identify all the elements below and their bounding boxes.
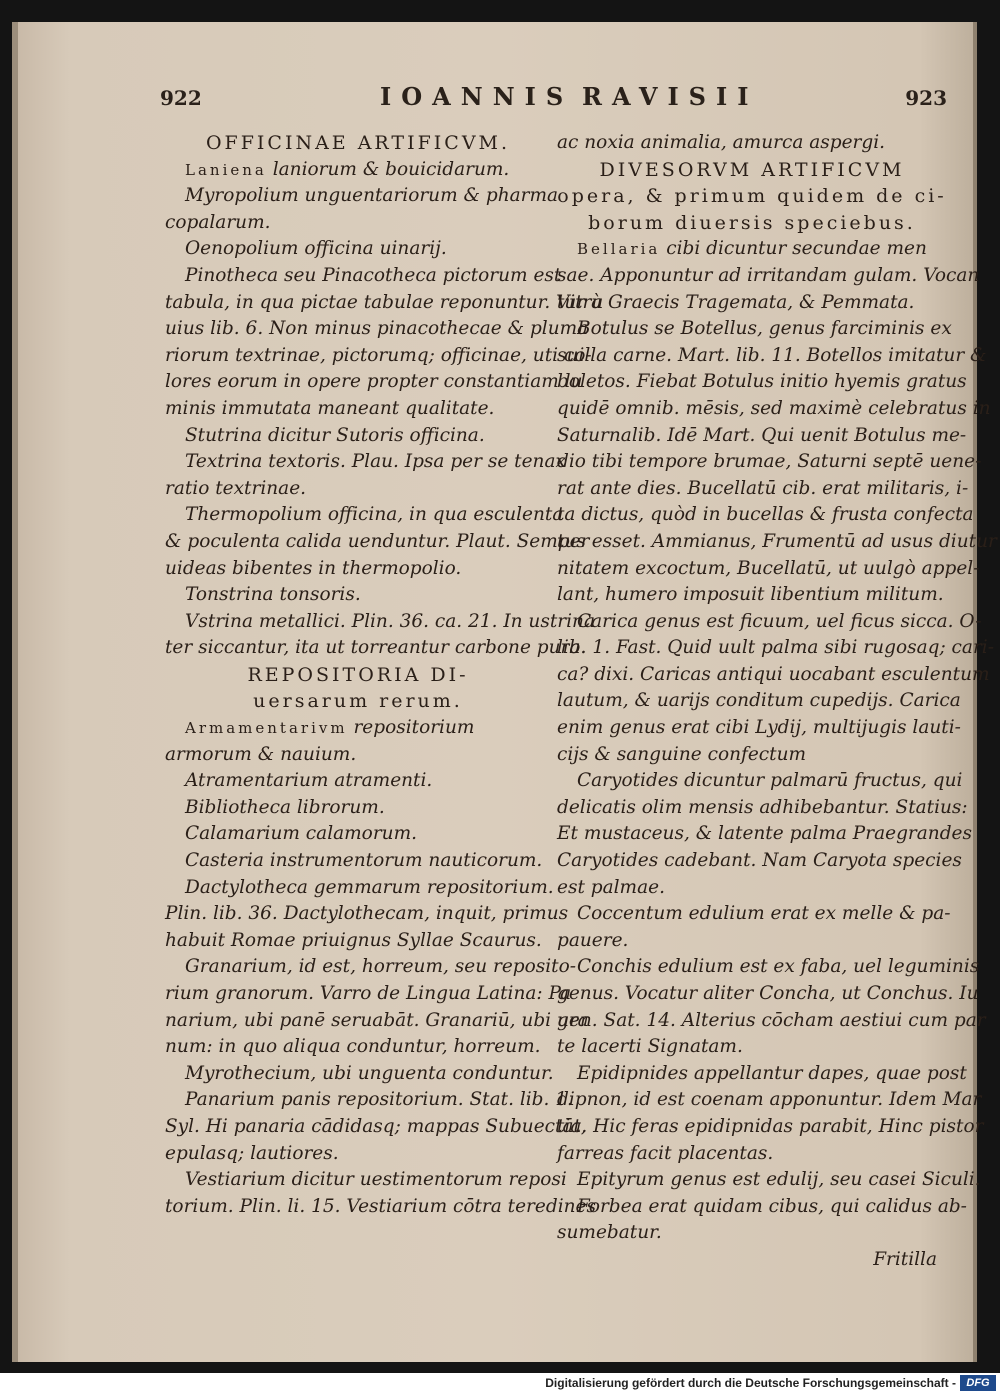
line-text: te lacerti Signatam. xyxy=(557,1036,743,1058)
text-line xyxy=(557,290,947,317)
text-line xyxy=(557,210,947,237)
text-line xyxy=(557,316,952,343)
line-text: Casteria instrumentorum nauticorum. xyxy=(185,850,543,872)
line-text: repositorium xyxy=(347,717,475,739)
text-line xyxy=(165,210,551,237)
line-text: Thermopolium officina, in qua esculenta xyxy=(185,504,564,526)
text-line xyxy=(165,1114,587,1141)
text-line xyxy=(165,795,551,822)
text-line xyxy=(165,263,562,290)
line-text: Plin. lib. 36. Dactylothecam, inquit, primus xyxy=(165,903,569,925)
text-line xyxy=(165,236,551,263)
text-line xyxy=(557,1167,981,1194)
line-text: lores eorum in opere propter constantiam lu xyxy=(165,371,583,393)
text-line xyxy=(165,582,551,609)
page-number-right: 923 xyxy=(905,86,947,110)
line-text: Dactylotheca gemmarum repositorium. xyxy=(185,876,554,898)
text-line xyxy=(165,821,551,848)
line-text: Epidipnides appellantur dapes, quae post xyxy=(577,1062,967,1084)
page-edge-right xyxy=(973,22,977,1362)
line-text: opera, & primum quidem de ci- xyxy=(557,185,947,208)
line-text: minis immutata maneant qualitate. xyxy=(165,397,495,419)
line-text: Myrothecium, ubi unguenta conduntur. xyxy=(185,1062,554,1084)
line-text: tia. Hic feras epidipnidas parabit, Hinc pistor xyxy=(557,1115,984,1137)
text-line xyxy=(165,901,569,928)
text-line xyxy=(165,529,590,556)
line-text: laniorum & bouicidarum. xyxy=(266,158,510,180)
line-text: dipnon, id est coenam apponuntur. Idem Mar xyxy=(557,1089,982,1111)
line-text: Tonstrina tonsoris. xyxy=(185,584,361,606)
line-text: tabula, in qua pictae tabulae reponuntur. Vitru xyxy=(165,291,604,313)
line-text: pauere. xyxy=(557,929,629,951)
line-text: Stutrina dicitur Sutoris officina. xyxy=(185,424,485,446)
text-line xyxy=(557,236,947,263)
text-line xyxy=(557,502,974,529)
line-text: narium, ubi panē seruabāt. Granariū, ubi gra xyxy=(165,1009,589,1031)
text-line xyxy=(165,742,551,769)
text-line xyxy=(557,901,951,928)
text-line xyxy=(165,556,551,583)
line-text: Syl. Hi panaria cādidasq; mappas Subuectāt, xyxy=(165,1115,587,1137)
line-text: tur à Graecis Tragemata, & Pemmata. xyxy=(557,291,915,313)
text-line xyxy=(165,343,592,370)
text-line xyxy=(557,449,982,476)
text-line xyxy=(557,821,972,848)
line-text: Epityrum genus est edulij, seu casei Siculi. xyxy=(577,1169,981,1191)
line-text: epulasq; lautiores. xyxy=(165,1142,339,1164)
text-line xyxy=(165,183,559,210)
line-text: sumebatur. xyxy=(557,1222,662,1244)
line-text: enim genus erat cibi Lydij, multijugis lauti- xyxy=(557,717,961,739)
text-line xyxy=(557,1194,967,1221)
text-line xyxy=(557,1114,984,1141)
text-line xyxy=(557,263,980,290)
line-text: Caryotides dicuntur palmarū fructus, qui xyxy=(577,770,963,792)
line-text: Textrina textoris. Plau. Ipsa per se tenax xyxy=(185,451,566,473)
text-line xyxy=(165,369,583,396)
line-text: Et mustaceus, & latente palma Praegrandes xyxy=(557,823,972,845)
line-text: Carica genus est ficuum, uel ficus sicca. O- xyxy=(577,610,982,632)
line-text: ter siccantur, ita ut torreantur carbone pura. xyxy=(165,637,587,659)
line-text: Granarium, id est, horreum, seu reposito- xyxy=(185,956,577,978)
text-line xyxy=(557,848,962,875)
line-text: boletos. Fiebat Botulus initio hyemis gratus xyxy=(557,371,967,393)
text-line xyxy=(557,423,967,450)
text-line xyxy=(557,369,967,396)
text-line xyxy=(557,1061,967,1088)
line-text: cibi dicuntur secundae men xyxy=(660,238,927,260)
line-text: Oenopolium officina uinarij. xyxy=(185,238,447,260)
line-text: Bibliotheca librorum. xyxy=(185,796,385,818)
line-text: rium granorum. Varro de Lingua Latina: Pa xyxy=(165,983,572,1004)
line-text: genus. Vocatur aliter Concha, ut Conchus. Iu xyxy=(557,983,979,1004)
line-text: armorum & nauium. xyxy=(165,743,357,765)
text-line xyxy=(165,1167,567,1194)
line-text: OFFICINAE ARTIFICVM. xyxy=(205,132,511,154)
text-line xyxy=(557,183,947,210)
entry-lead-word: Bellaria xyxy=(577,240,661,259)
text-line xyxy=(557,130,947,157)
line-text: uersarum rerum. xyxy=(253,690,463,713)
line-text: suilla carne. Mart. lib. 11. Botellos imitatur & xyxy=(557,344,987,366)
line-text: ac noxia animalia, amurca aspergi. xyxy=(557,132,886,153)
text-line xyxy=(165,130,551,157)
text-line xyxy=(165,502,564,529)
line-text: delicatis olim mensis adhibebantur. Statius: xyxy=(557,796,968,818)
line-text: borum diuersis speciebus. xyxy=(588,211,916,234)
text-line xyxy=(165,476,551,503)
line-text: dio tibi tempore brumae, Saturni septē uene- xyxy=(557,451,982,473)
right-column xyxy=(557,130,997,1274)
line-text: ca? dixi. Caricas antiqui uocabant esculentum xyxy=(557,663,990,685)
line-text: uius lib. 6. Non minus pinacothecae & pluma xyxy=(165,318,589,340)
line-text: copalarum. xyxy=(165,211,271,233)
text-line xyxy=(557,1247,947,1274)
line-text: ta dictus, quòd in bucellas & frusta confecta xyxy=(557,504,974,526)
text-line xyxy=(165,875,554,902)
line-text: lautum, & uarijs conditum cupedijs. Carica xyxy=(557,690,961,712)
text-line xyxy=(557,343,987,370)
line-text: Coccentum edulium erat ex melle & pa- xyxy=(577,903,951,925)
text-line xyxy=(165,1008,589,1035)
text-line xyxy=(557,1220,947,1247)
text-line xyxy=(165,290,604,317)
entry-lead-word: Armamentarivm xyxy=(185,719,348,738)
entry-lead-word: Laniena xyxy=(185,160,267,179)
line-text: Pinotheca seu Pinacotheca pictorum est xyxy=(185,264,562,286)
line-text: Caryotides cadebant. Nam Caryota species xyxy=(557,850,962,872)
page-edge-left xyxy=(12,22,18,1362)
page-number-left: 922 xyxy=(160,86,202,110)
footer-credit: Digitalisierung gefördert durch die Deutsche Forschungsgemeinschaft - xyxy=(545,1376,956,1390)
text-line xyxy=(165,396,551,423)
text-line xyxy=(557,635,994,662)
line-text: riorum textrinae, pictorumq; officinae, uti co- xyxy=(165,344,592,366)
line-text: DIVESORVM ARTIFICVM xyxy=(599,158,905,181)
dfg-logo: DFG xyxy=(960,1375,996,1391)
text-line xyxy=(557,768,963,795)
text-line xyxy=(557,954,980,981)
running-title-left: IOANNIS xyxy=(380,82,574,111)
line-text: rat ante dies. Bucellatū cib. erat militaris, i- xyxy=(557,477,969,499)
line-text: Botulus se Botellus, genus farciminis ex xyxy=(577,318,952,340)
text-line xyxy=(165,635,587,662)
text-line xyxy=(557,1008,986,1035)
line-text: Vstrina metallici. Plin. 36. ca. 21. In ustrina xyxy=(185,610,595,632)
digitization-footer xyxy=(0,1373,1000,1394)
text-line xyxy=(165,1087,573,1114)
running-title-right: RAVISII xyxy=(582,82,759,111)
line-text: Conchis edulium est ex faba, uel leguminis xyxy=(577,956,980,978)
text-line xyxy=(557,715,961,742)
text-line xyxy=(165,662,551,689)
text-line xyxy=(165,1141,551,1168)
text-line xyxy=(165,981,572,1008)
text-line xyxy=(557,396,991,423)
line-text: tus esset. Ammianus, Frumentū ad usus diutur xyxy=(557,530,997,552)
text-line xyxy=(557,875,947,902)
text-line xyxy=(165,848,551,875)
text-line xyxy=(165,1194,596,1221)
text-line xyxy=(557,609,982,636)
line-text: Saturnalib. Idē Mart. Qui uenit Botulus me- xyxy=(557,424,967,446)
text-line xyxy=(557,529,997,556)
line-text: quidē omnib. mēsis, sed maximè celebratus in xyxy=(557,397,991,419)
running-header xyxy=(12,82,977,122)
text-line xyxy=(557,582,947,609)
text-line xyxy=(557,1087,982,1114)
line-text: cijs & sanguine confectum xyxy=(557,743,807,765)
line-text: Panarium panis repositorium. Stat. lib. 1. xyxy=(185,1089,573,1111)
text-line xyxy=(165,715,551,742)
text-line xyxy=(557,662,990,689)
line-text: Vestiarium dicitur uestimentorum reposi xyxy=(185,1169,567,1191)
line-text: Forbea erat quidam cibus, qui calidus ab- xyxy=(577,1195,967,1217)
line-text: torium. Plin. li. 15. Vestiarium cōtra teredines xyxy=(165,1195,596,1217)
text-line xyxy=(557,928,947,955)
line-text: Fritilla xyxy=(873,1248,937,1270)
text-line xyxy=(165,423,551,450)
line-text: nitatem excoctum, Bucellatū, ut uulgò appel- xyxy=(557,557,980,579)
line-text: lib. 1. Fast. Quid uult palma sibi rugosaq; cari- xyxy=(557,637,994,659)
text-line xyxy=(165,316,589,343)
text-line xyxy=(165,954,577,981)
text-line xyxy=(557,981,979,1008)
text-line xyxy=(557,157,947,184)
text-line xyxy=(557,688,961,715)
text-line xyxy=(165,688,551,715)
line-text: lant, humero imposuit libentium militum. xyxy=(557,584,944,606)
book-page xyxy=(12,22,997,1362)
text-line xyxy=(557,556,980,583)
line-text: Calamarium calamorum. xyxy=(185,823,417,845)
line-text: uen. Sat. 14. Alterius cōcham aestiui cum par xyxy=(557,1009,986,1031)
line-text: Myropolium unguentariorum & pharma xyxy=(185,185,559,207)
text-line xyxy=(557,1034,947,1061)
line-text: uideas bibentes in thermopolio. xyxy=(165,557,462,579)
text-line xyxy=(165,1061,554,1088)
text-line xyxy=(557,1141,947,1168)
text-line xyxy=(557,795,968,822)
line-text: habuit Romae priuignus Syllae Scaurus. xyxy=(165,929,542,951)
text-line xyxy=(165,157,551,184)
text-line xyxy=(557,476,969,503)
line-text: num: in quo aliqua conduntur, horreum. xyxy=(165,1036,541,1058)
text-line xyxy=(165,928,551,955)
text-line xyxy=(165,449,566,476)
text-line xyxy=(557,742,947,769)
line-text: farreas facit placentas. xyxy=(557,1142,774,1164)
text-line xyxy=(165,609,595,636)
line-text: ratio textrinae. xyxy=(165,477,307,499)
line-text: est palmae. xyxy=(557,876,665,898)
line-text: & poculenta calida uenduntur. Plaut. Semper xyxy=(165,530,590,552)
line-text: sae. Apponuntur ad irritandam gulam. Vocan xyxy=(557,264,980,286)
text-line xyxy=(165,1034,551,1061)
line-text: Atramentarium atramenti. xyxy=(185,770,433,792)
line-text: REPOSITORIA DI- xyxy=(247,663,469,686)
text-line xyxy=(165,768,551,795)
